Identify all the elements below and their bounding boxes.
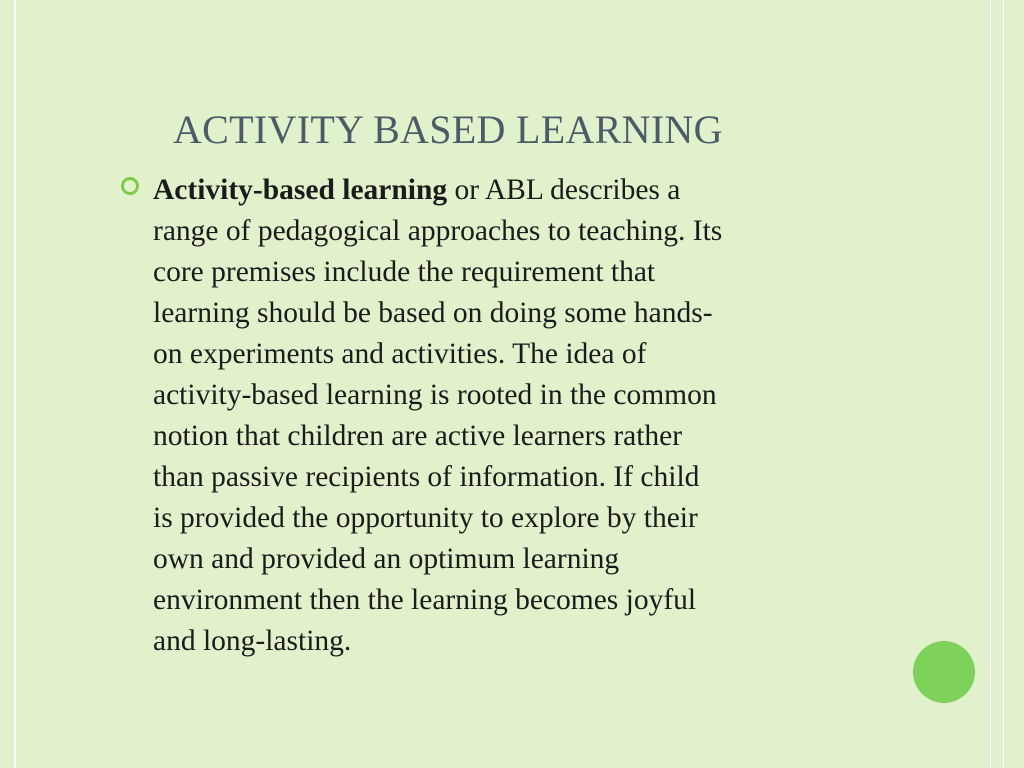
circle-bullet-icon: [121, 177, 139, 195]
bullet-line: learning should be based on doing some hands-: [153, 297, 713, 329]
bullet-line: range of pedagogical approaches to teaching. Its: [153, 215, 723, 247]
lead-text: or ABL describes a: [447, 174, 681, 206]
bullet-line: core premises include the requirement that: [153, 256, 656, 288]
right-frame-line-outer: [1003, 0, 1004, 768]
green-circle-decoration: [913, 641, 975, 703]
bullet-paragraph: [153, 170, 928, 662]
bullet-line: than passive recipients of information. If child: [153, 461, 700, 493]
bullet-line: notion that children are active learners rather: [153, 420, 683, 452]
right-frame-line-inner: [990, 0, 991, 768]
bullet-line: [153, 170, 928, 211]
slide-title: ACTIVITY BASED LEARNING: [173, 107, 723, 152]
left-frame-line: [14, 0, 16, 768]
bullet-line: own and provided an optimum learning: [153, 543, 620, 575]
bullet-line: is provided the opportunity to explore by their: [153, 502, 698, 534]
bullet-line: and long-lasting.: [153, 625, 352, 657]
bullet-line: activity-based learning is rooted in the common: [153, 379, 717, 411]
bullet-line: on experiments and activities. The idea of: [153, 338, 647, 370]
bold-term: Activity-based learning: [153, 174, 448, 206]
bullet-line: environment then the learning becomes joyful: [153, 584, 697, 616]
